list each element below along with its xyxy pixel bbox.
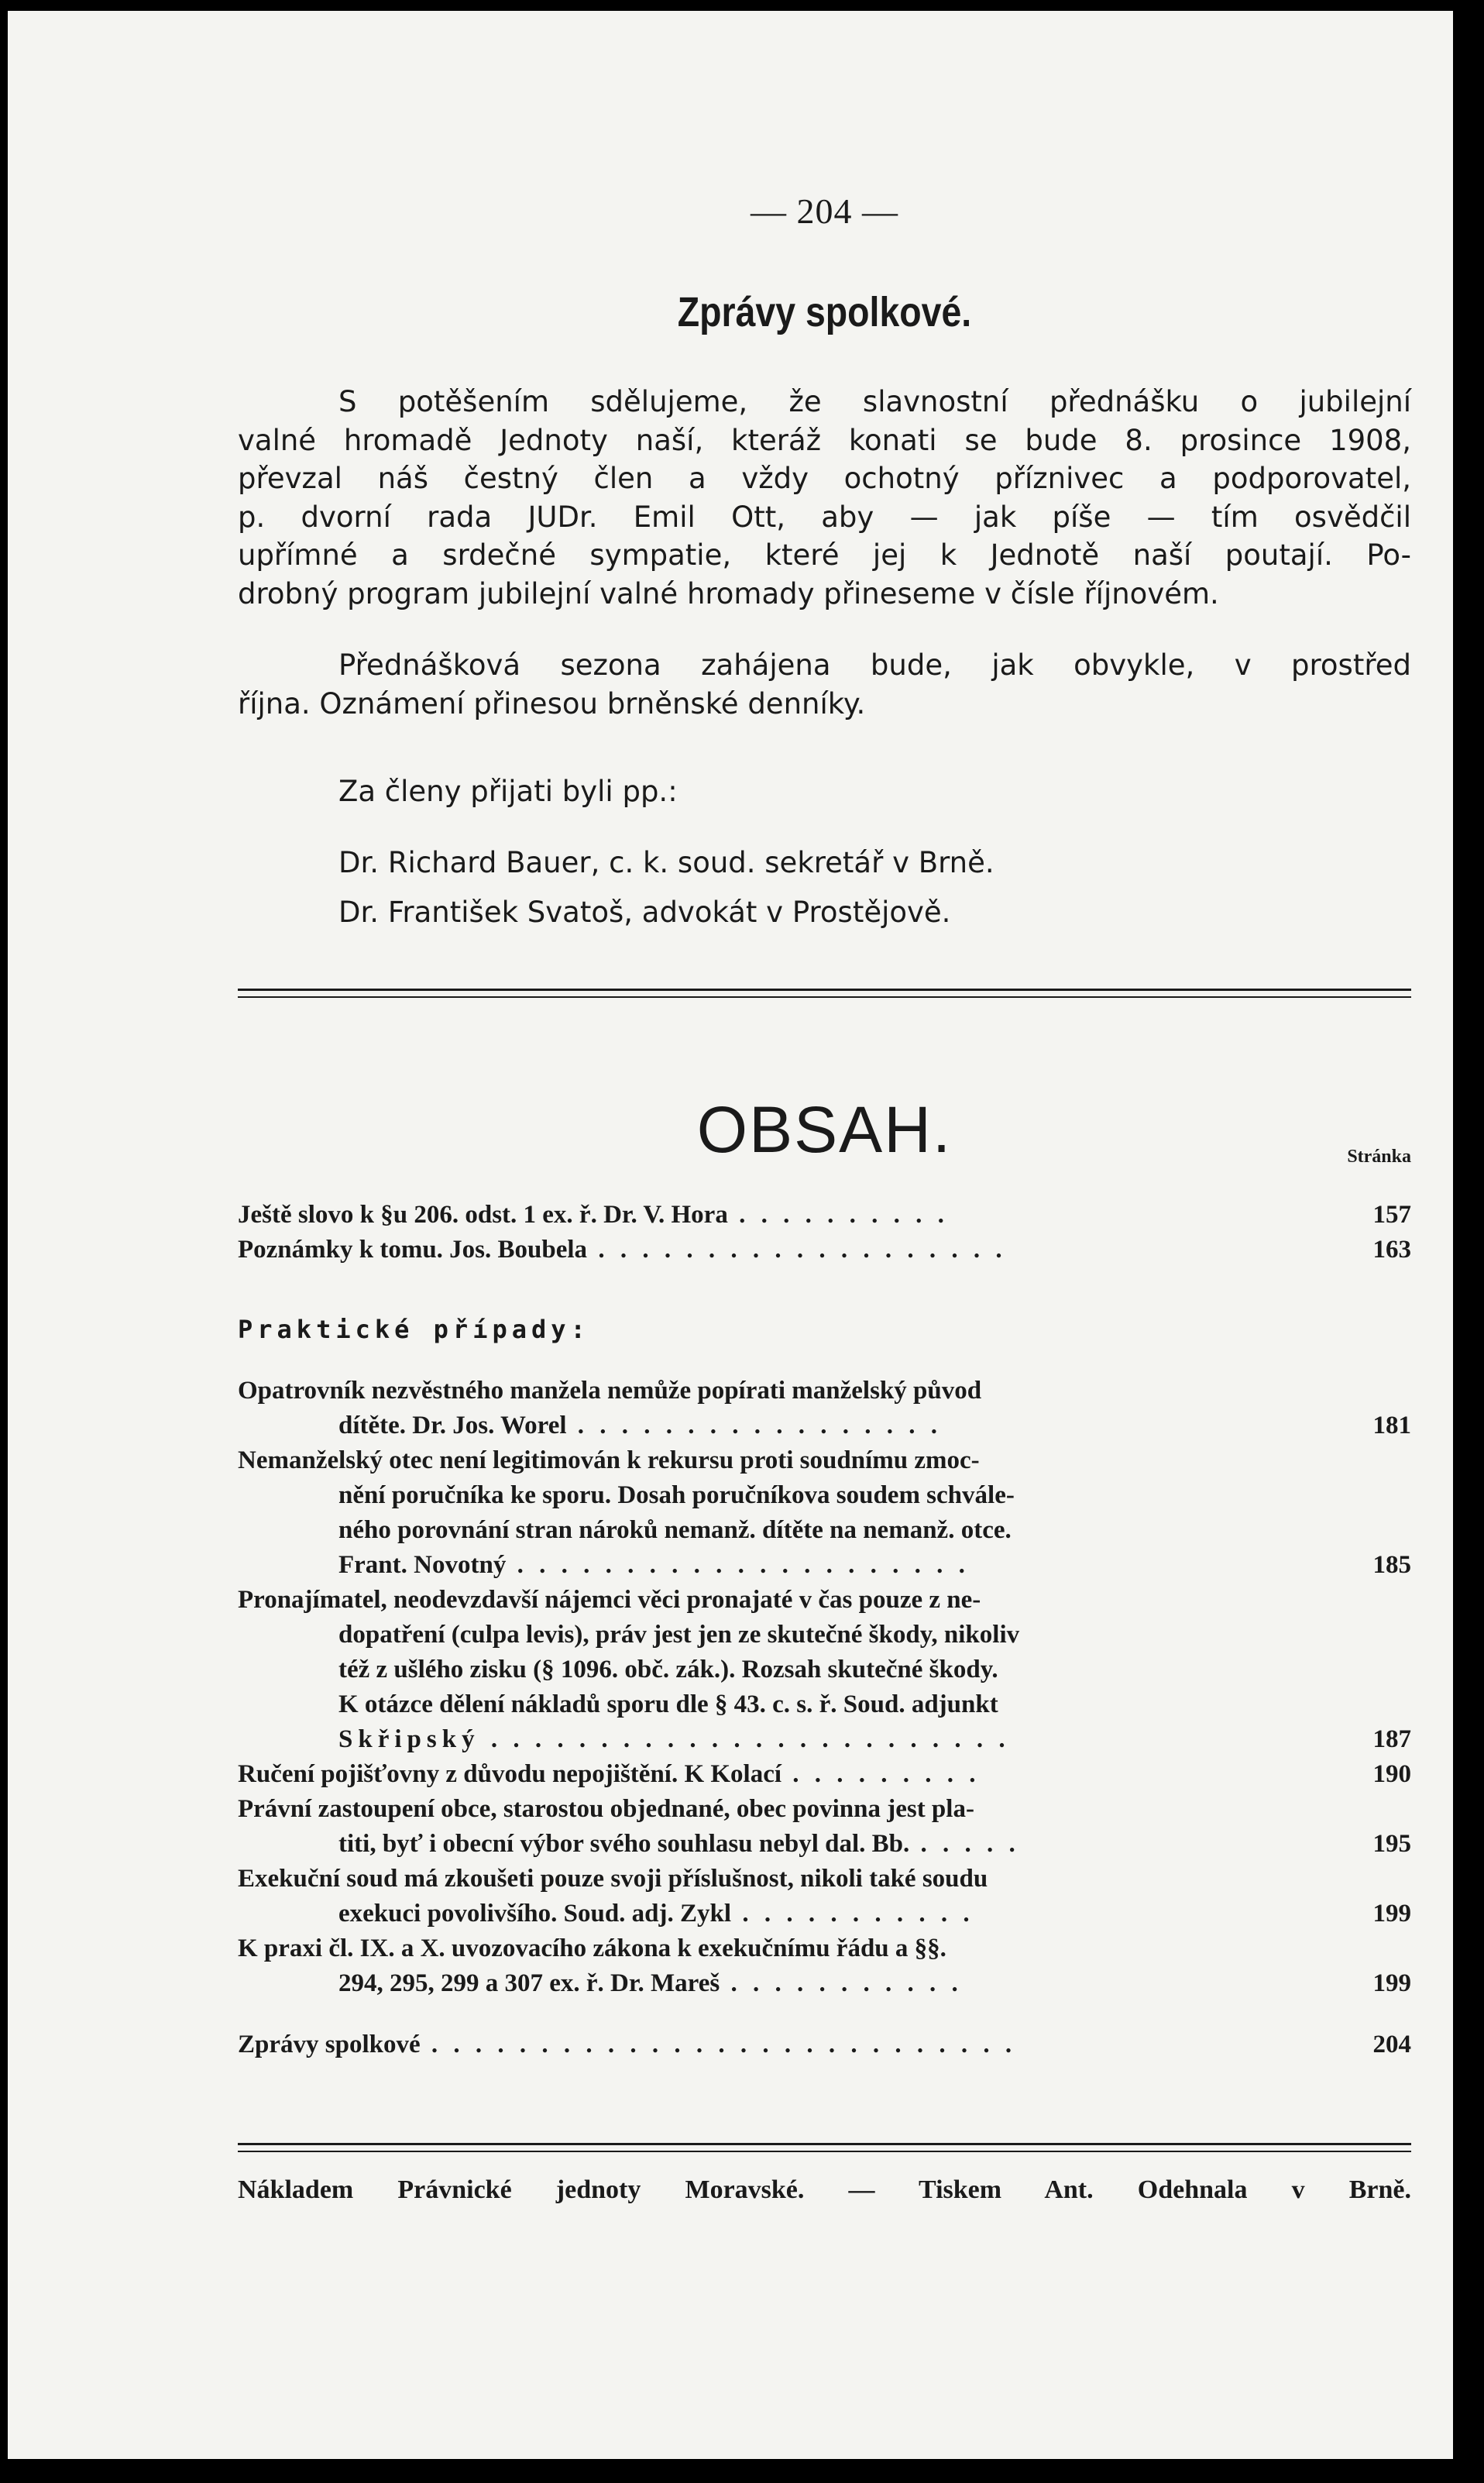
toc-entry-line: Exekuční soud má zkoušeti pouze svoji příslušnost, nikoli také soudu bbox=[238, 1865, 988, 1893]
toc-entry: Zprávy spolkové . . . . . . . . . . . . . . . . . . . . . . . . . . . 204 bbox=[238, 2027, 1411, 2062]
toc-entry-page: 163 bbox=[1372, 1236, 1411, 1264]
page-number: — 204 — bbox=[751, 191, 898, 231]
paragraph-line: S potěšením sdělujeme, že slavnostní přednášku o jubilejní bbox=[338, 385, 1411, 418]
paragraph-line: drobný program jubilejní valné hromady přineseme v čísle říjnovém. bbox=[238, 576, 1219, 610]
scan-edge bbox=[1453, 0, 1484, 2483]
toc-entry-line: titi, byť i obecní výbor svého souhlasu nebyl dal. Bb. bbox=[338, 1830, 910, 1858]
toc-entry-line: K praxi čl. IX. a X. uvozovacího zákona k exekučnímu řádu a §§. bbox=[238, 1934, 946, 1962]
toc-entry-page: 199 bbox=[1372, 1969, 1411, 1997]
paragraph-line: převzal náš čestný člen a vždy ochotný příznivec a podporovatel, bbox=[238, 462, 1411, 495]
new-members bbox=[338, 767, 994, 937]
double-rule-top bbox=[238, 989, 1411, 991]
toc-entry-line: Ručení pojišťovny z důvodu nepojištění. K Kolací bbox=[238, 1760, 782, 1788]
section-heading: Zprávy spolkové. bbox=[677, 289, 972, 335]
member-item: Dr. František Svatoš, advokát v Prostějově. bbox=[338, 896, 951, 929]
toc-entry: Opatrovník nezvěstného manžela nemůže popírati manželský původ dítěte. Dr. Jos. Worel . . . . . . . . . . . . . . . . . 181 bbox=[238, 1374, 1411, 1443]
toc-entry: Exekuční soud má zkoušeti pouze svoji příslušnost, nikoli také soudu exekuci povolivšího. Soud. adj. Zykl . . . . . . . . . . . 199 bbox=[238, 1862, 1411, 1931]
toc-entry-line: též z ušlého zisku (§ 1096. obč. zák.). Rozsah skutečné škody. bbox=[338, 1656, 998, 1683]
toc-entry-line: 294, 295, 299 a 307 ex. ř. Dr. Mareš bbox=[338, 1969, 720, 1997]
toc-entry: K praxi čl. IX. a X. uvozovacího zákona k exekučnímu řádu a §§. 294, 295, 299 a 307 ex. ř. Dr. Mareš . . . . . . . . . . . 199 bbox=[238, 1931, 1411, 2001]
publisher-imprint: Nákladem Právnické jednoty Moravské. — Tiskem Ant. Odehnala v Brně. bbox=[238, 2175, 1411, 2204]
toc-entry-page: 181 bbox=[1372, 1412, 1411, 1439]
double-rule-bottom bbox=[238, 996, 1411, 998]
toc-entry-line: dítěte. Dr. Jos. Worel bbox=[338, 1412, 567, 1439]
toc-entry-page: 204 bbox=[1372, 2031, 1411, 2058]
toc-entry-line: nění poručníka ke sporu. Dosah poručníkova soudem schvále- bbox=[338, 1481, 1015, 1509]
members-intro: Za členy přijati byli pp.: bbox=[338, 775, 678, 808]
contents-section-label: Praktické případy: bbox=[238, 1315, 590, 1344]
member-item: Dr. Richard Bauer, c. k. soud. sekretář v Brně. bbox=[338, 846, 994, 879]
season-paragraph bbox=[238, 646, 1411, 723]
toc-entry-line: Frant. Novotný bbox=[338, 1551, 507, 1579]
contents-title: OBSAH. bbox=[696, 1093, 953, 1166]
toc-entry-line: Právní zastoupení obce, starostou objednané, obec povinna jest pla- bbox=[238, 1795, 974, 1823]
toc-entry-page: 195 bbox=[1372, 1830, 1411, 1858]
announcement-paragraph bbox=[238, 383, 1411, 613]
toc-entry: Právní zastoupení obce, starostou objednané, obec povinna jest pla- titi, byť i obecní výbor svého souhlasu nebyl dal. Bb. . . . . . 195 bbox=[238, 1792, 1411, 1862]
toc-entry-line: Pronajímatel, neodevzdavší nájemci věci pronajaté v čas pouze z ne- bbox=[238, 1586, 981, 1614]
toc-entry-line: K otázce dělení nákladů sporu dle § 43. c. s. ř. Soud. adjunkt bbox=[338, 1690, 998, 1718]
toc-entry-line: exekuci povolivšího. Soud. adj. Zykl bbox=[338, 1900, 732, 1928]
toc-entry: Nemanželský otec není legitimován k rekursu proti soudnímu zmoc- nění poručníka ke sporu. Dosah poručníkova soudem schvále- ného porovnání stran nároků nemanž. dítěte na nemanž. otce. Frant. Novotný . . . . . . . . . . . . . . . . . . . . . 185 bbox=[238, 1443, 1411, 1583]
footer-rule-top bbox=[238, 2143, 1411, 2145]
toc-entry-line: Opatrovník nezvěstného manžela nemůže popírati manželský původ bbox=[238, 1377, 982, 1405]
page-column-label: Stránka bbox=[1347, 1147, 1411, 1167]
contents-list bbox=[238, 1198, 1411, 2062]
toc-entry-page: 185 bbox=[1372, 1551, 1411, 1579]
toc-entry-page: 157 bbox=[1372, 1201, 1411, 1229]
paragraph-line: upřímné a srdečné sympatie, které jej k Jednotě naší poutají. Po- bbox=[238, 538, 1411, 572]
toc-entry-line: ného porovnání stran nároků nemanž. dítěte na nemanž. otce. bbox=[338, 1516, 1012, 1544]
toc-entry-page: 187 bbox=[1372, 1725, 1411, 1753]
paragraph-line: října. Oznámení přinesou brněnské denníky. bbox=[238, 686, 866, 720]
footer-rule-bottom bbox=[238, 2151, 1411, 2152]
toc-entry-page: 190 bbox=[1372, 1760, 1411, 1788]
paragraph-line: valné hromadě Jednoty naší, kteráž konati se bude 8. prosince 1908, bbox=[238, 423, 1411, 457]
toc-entry: Poznámky k tomu. Jos. Boubela . . . . . . . . . . . . . . . . . . . 163 bbox=[238, 1233, 1411, 1267]
toc-entry-page: 199 bbox=[1372, 1900, 1411, 1928]
text-column bbox=[238, 0, 1411, 2483]
toc-entry-line: Nemanželský otec není legitimován k rekursu proti soudnímu zmoc- bbox=[238, 1446, 980, 1474]
paragraph-line: Přednášková sezona zahájena bude, jak obvykle, v prostřed bbox=[338, 648, 1411, 682]
toc-entry-title: Ještě slovo k §u 206. odst. 1 ex. ř. Dr. V. Hora bbox=[238, 1201, 728, 1229]
toc-entry: Ručení pojišťovny z důvodu nepojištění. K Kolací . . . . . . . . . 190 bbox=[238, 1757, 1411, 1792]
paragraph-line: p. dvorní rada JUDr. Emil Ott, aby — jak píše — tím osvědčil bbox=[238, 500, 1411, 534]
toc-entry-title: Zprávy spolkové bbox=[238, 2031, 421, 2058]
toc-entry: Pronajímatel, neodevzdavší nájemci věci pronajaté v čas pouze z ne- dopatření (culpa levis), práv jest jen ze skutečné škody, nikoliv též z ušlého zisku (§ 1096. obč. zák.). Rozsah skutečné škody. K otázce dělení nákladů sporu dle § 43. c. s. ř. Soud. adjunkt Skřipský . . . . . . . . . . . . . . . . . . . . . . . . 187 bbox=[238, 1583, 1411, 1757]
toc-entry-title: Poznámky k tomu. Jos. Boubela bbox=[238, 1236, 588, 1264]
toc-entry-line: Skřipský bbox=[338, 1725, 480, 1753]
toc-entry-line: dopatření (culpa levis), práv jest jen ze skutečné škody, nikoliv bbox=[338, 1621, 1020, 1649]
toc-entry: Ještě slovo k §u 206. odst. 1 ex. ř. Dr. V. Hora . . . . . . . . . . 157 bbox=[238, 1198, 1411, 1233]
